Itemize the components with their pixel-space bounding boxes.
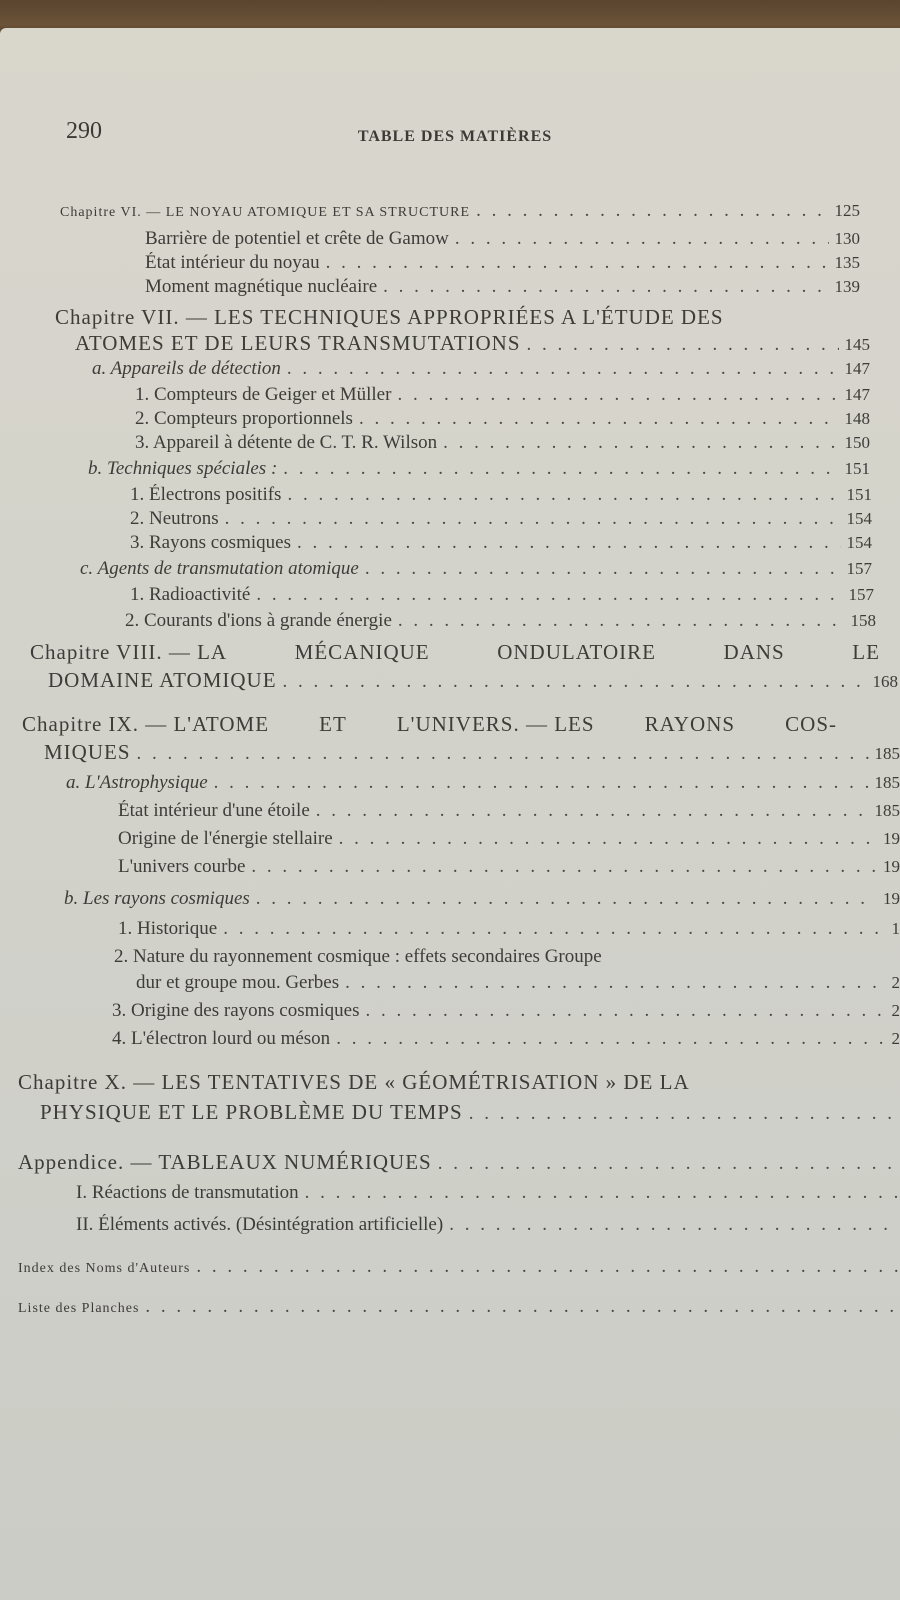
toc-entry-label: 2. Neutrons bbox=[130, 508, 219, 529]
toc-entry-label: Barrière de potentiel et crête de Gamow bbox=[145, 228, 449, 249]
leader-dots bbox=[214, 772, 869, 794]
leader-dots bbox=[397, 384, 838, 406]
toc-page: 168 bbox=[872, 672, 898, 691]
toc-page: 148 bbox=[844, 409, 870, 428]
toc-entry-label: L'univers courbe bbox=[118, 856, 246, 877]
toc-entry-label: 1. Historique bbox=[118, 918, 218, 939]
leader-dots bbox=[336, 1028, 885, 1050]
leader-dots bbox=[476, 200, 828, 222]
toc-section bbox=[80, 558, 872, 580]
heading-word: DANS bbox=[723, 640, 785, 664]
toc-entry-label: 3. Appareil à détente de C. T. R. Wilson bbox=[135, 432, 438, 453]
heading-word: COS- bbox=[785, 712, 837, 736]
toc-entry bbox=[112, 1000, 900, 1022]
toc-page: 185 bbox=[874, 801, 900, 820]
toc-page: 135 bbox=[834, 253, 860, 272]
toc-entry bbox=[112, 1028, 900, 1050]
leader-dots bbox=[326, 252, 829, 274]
heading-word: MÉCANIQUE bbox=[294, 640, 430, 664]
toc-page: 139 bbox=[834, 277, 860, 296]
toc-page: 130 bbox=[834, 229, 860, 248]
toc-entry-label: dur et groupe mou. Gerbes bbox=[136, 972, 340, 993]
leader-dots bbox=[305, 1182, 900, 1204]
toc-page: 2 bbox=[891, 1029, 900, 1048]
toc-entry bbox=[125, 610, 876, 632]
toc-page: 154 bbox=[846, 509, 872, 528]
toc-page: 19 bbox=[883, 889, 900, 908]
leader-dots bbox=[287, 484, 840, 506]
toc-page: 19 bbox=[883, 829, 900, 848]
toc-plates-label: Liste des Planches bbox=[18, 1301, 140, 1316]
leader-dots bbox=[137, 743, 869, 765]
toc-entry bbox=[130, 484, 872, 506]
toc-entry bbox=[118, 800, 900, 822]
toc-section bbox=[92, 358, 870, 380]
toc-section bbox=[64, 888, 900, 910]
toc-entry bbox=[145, 276, 860, 298]
leader-dots bbox=[365, 1000, 885, 1022]
toc-page: 147 bbox=[844, 385, 870, 404]
toc-index bbox=[18, 1256, 900, 1278]
toc-page: 157 bbox=[846, 559, 872, 578]
leader-dots bbox=[287, 358, 839, 380]
toc-entry-label: 2. Nature du rayonnement cosmique : effets secondaires Groupe bbox=[114, 946, 602, 967]
leader-dots bbox=[359, 408, 839, 430]
toc-entry bbox=[130, 584, 874, 606]
leader-dots bbox=[438, 1153, 900, 1175]
toc-entry bbox=[130, 532, 872, 554]
toc-page: 145 bbox=[844, 335, 870, 354]
leader-dots bbox=[365, 558, 841, 580]
leader-dots bbox=[443, 432, 838, 454]
toc-chapter-9 bbox=[44, 740, 900, 765]
toc-page: 19 bbox=[883, 857, 900, 876]
toc-entry bbox=[130, 508, 872, 530]
toc-entry-label: État intérieur d'une étoile bbox=[118, 800, 310, 821]
leader-dots bbox=[449, 1214, 900, 1236]
toc-section-label: a. Appareils de détection bbox=[92, 358, 281, 379]
leader-dots bbox=[316, 800, 869, 822]
heading-word: Chapitre IX. — L'ATOME bbox=[22, 712, 270, 736]
toc-chapter-8-title-line1 bbox=[30, 640, 880, 665]
leader-dots bbox=[455, 228, 829, 250]
toc-chapter-9-title-line1 bbox=[22, 712, 837, 737]
toc-entry bbox=[145, 252, 860, 274]
toc-entry-label: 3. Rayons cosmiques bbox=[130, 532, 291, 553]
toc-entry-label: Origine de l'énergie stellaire bbox=[118, 828, 333, 849]
toc-entry-label: 1. Électrons positifs bbox=[130, 484, 282, 505]
heading-word: LE bbox=[852, 640, 880, 664]
toc-chapter-10 bbox=[40, 1100, 900, 1125]
toc-page: 147 bbox=[844, 359, 870, 378]
toc-section-label: b. Techniques spéciales : bbox=[88, 458, 278, 479]
toc-entry bbox=[118, 918, 900, 940]
heading-word: ONDULATOIRE bbox=[497, 640, 656, 664]
leader-dots bbox=[145, 1296, 900, 1318]
toc-chapter-6-title: Chapitre VI. — LE NOYAU ATOMIQUE ET SA STRUCTURE bbox=[60, 205, 471, 220]
toc-page: 185 bbox=[874, 773, 900, 792]
toc-chapter-10-title-line1: Chapitre X. — LES TENTATIVES DE « GÉOMÉTRISATION » DE LA bbox=[18, 1070, 690, 1094]
toc-entry bbox=[136, 972, 900, 994]
leader-dots bbox=[251, 856, 877, 878]
toc-entry bbox=[135, 384, 870, 406]
leader-dots bbox=[283, 671, 867, 693]
leader-dots bbox=[398, 610, 845, 632]
heading-word: L'UNIVERS. — LES bbox=[396, 712, 595, 736]
toc-entry bbox=[76, 1182, 900, 1204]
leader-dots bbox=[527, 334, 839, 356]
toc-chapter-7-title-line2: ATOMES ET DE LEURS TRANSMUTATIONS bbox=[75, 331, 521, 355]
toc-section-label: a. L'Astrophysique bbox=[66, 772, 208, 793]
toc-index-label: Index des Noms d'Auteurs bbox=[18, 1261, 191, 1276]
toc-page: 157 bbox=[848, 585, 874, 604]
toc-chapter-7-title-line1: Chapitre VII. — LES TECHNIQUES APPROPRIÉES A L'ÉTUDE DES bbox=[55, 305, 724, 329]
toc-entry bbox=[118, 828, 900, 850]
toc-entry-label: 2. Compteurs proportionnels bbox=[135, 408, 353, 429]
toc-page: 2 bbox=[891, 973, 900, 992]
toc-entry-label: 2. Courants d'ions à grande énergie bbox=[125, 610, 392, 631]
toc-page: 151 bbox=[844, 459, 870, 478]
toc-entry-label: 4. L'électron lourd ou méson bbox=[112, 1028, 331, 1049]
toc-chapter-8 bbox=[48, 668, 898, 693]
toc-entry-label: Moment magnétique nucléaire bbox=[145, 276, 378, 297]
toc-chapter-9-title-line2: MIQUES bbox=[44, 740, 131, 764]
toc-section bbox=[66, 772, 900, 794]
toc-section-label: c. Agents de transmutation atomique bbox=[80, 558, 359, 579]
toc-chapter-8-title-line2: DOMAINE ATOMIQUE bbox=[48, 668, 277, 692]
leader-dots bbox=[297, 532, 841, 554]
heading-word: RAYONS bbox=[644, 712, 736, 736]
toc-chapter-6 bbox=[60, 200, 860, 222]
toc-appendix bbox=[18, 1150, 900, 1175]
toc-entry bbox=[76, 1214, 900, 1236]
toc-chapter-7 bbox=[75, 331, 870, 356]
toc-entry-label: II. Éléments activés. (Désintégration artificielle) bbox=[76, 1214, 444, 1235]
toc-section bbox=[88, 458, 870, 480]
leader-dots bbox=[225, 508, 841, 530]
toc-entry-label: 3. Origine des rayons cosmiques bbox=[112, 1000, 360, 1021]
toc-entry bbox=[118, 856, 900, 878]
running-title: TABLE DES MATIÈRES bbox=[357, 128, 553, 145]
toc-entry bbox=[145, 228, 860, 250]
toc-page: 151 bbox=[846, 485, 872, 504]
toc-entry-label: État intérieur du noyau bbox=[145, 252, 320, 273]
toc-page: 1 bbox=[891, 919, 900, 938]
leader-dots bbox=[383, 276, 828, 298]
toc-section-label: b. Les rayons cosmiques bbox=[64, 888, 250, 909]
toc-page: 158 bbox=[850, 611, 876, 630]
toc-page: 185 bbox=[874, 744, 900, 763]
toc-appendix-title: Appendice. — TABLEAUX NUMÉRIQUES bbox=[18, 1150, 432, 1174]
toc-entry bbox=[135, 432, 870, 454]
leader-dots bbox=[196, 1256, 900, 1278]
leader-dots bbox=[256, 584, 842, 606]
toc-page: 154 bbox=[846, 533, 872, 552]
toc-page: 125 bbox=[834, 201, 860, 220]
toc-page: 150 bbox=[844, 433, 870, 452]
heading-word: Chapitre VIII. — LA bbox=[30, 640, 228, 664]
toc-entry-label: 1. Radioactivité bbox=[130, 584, 251, 605]
leader-dots bbox=[345, 972, 885, 994]
leader-dots bbox=[469, 1103, 900, 1125]
leader-dots bbox=[223, 918, 885, 940]
leader-dots bbox=[339, 828, 877, 850]
toc-entry-label: I. Réactions de transmutation bbox=[76, 1182, 299, 1203]
toc-chapter-10-title-line2: PHYSIQUE ET LE PROBLÈME DU TEMPS bbox=[40, 1100, 463, 1124]
leader-dots bbox=[283, 458, 838, 480]
heading-word: ET bbox=[319, 712, 347, 736]
toc-entry bbox=[135, 408, 870, 430]
leader-dots bbox=[256, 888, 877, 910]
toc-entry-label: 1. Compteurs de Geiger et Müller bbox=[135, 384, 392, 405]
toc-plates bbox=[18, 1296, 900, 1318]
page-number: 290 bbox=[66, 118, 102, 144]
toc-page: 2 bbox=[891, 1001, 900, 1020]
